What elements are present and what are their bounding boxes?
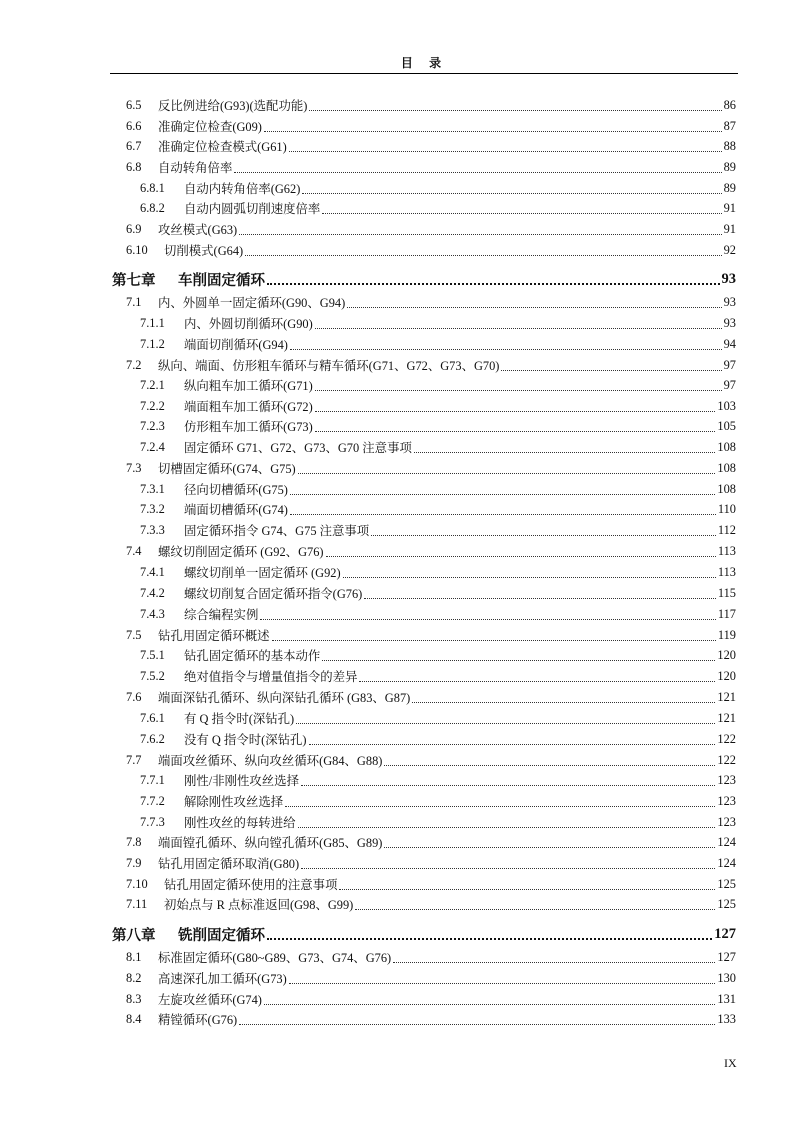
toc-entry xyxy=(126,541,736,561)
toc-entry-page: 87 xyxy=(723,118,736,133)
toc-entry-title: 切削模式(G64) xyxy=(164,244,244,258)
toc-entry-number: 6.7 xyxy=(126,138,142,153)
dot-leader xyxy=(239,1024,715,1025)
dot-leader xyxy=(290,494,715,495)
toc-entry-page: 131 xyxy=(717,991,736,1006)
toc-entry-page: 91 xyxy=(723,200,736,215)
toc-entry-title: 自动内圆弧切削速度倍率 xyxy=(184,202,321,216)
toc-entry xyxy=(126,989,736,1009)
toc-entry-number: 7.6 xyxy=(126,689,142,704)
toc-entry xyxy=(126,750,736,770)
toc-entry-page: 119 xyxy=(717,627,736,642)
toc-entry xyxy=(126,292,736,312)
dot-leader xyxy=(322,660,715,661)
toc-entry-page: 130 xyxy=(717,970,736,985)
toc-entry-number: 6.8.2 xyxy=(140,200,165,215)
toc-entry-page: 127 xyxy=(717,949,736,964)
toc-entry-number: 6.8.1 xyxy=(140,180,165,195)
toc-entry xyxy=(126,947,736,967)
page-header-title: 目 录 xyxy=(400,56,448,70)
toc-entry-number: 6.9 xyxy=(126,221,142,236)
toc-entry-page: 113 xyxy=(717,564,736,579)
toc-entry-title: 高速深孔加工循环(G73) xyxy=(158,972,287,986)
dot-leader xyxy=(309,110,721,111)
header-rule xyxy=(110,73,738,74)
dot-leader xyxy=(315,390,722,391)
toc-entry-number: 第七章 xyxy=(112,272,156,289)
dot-leader xyxy=(501,370,721,371)
toc-entry xyxy=(126,874,736,894)
toc-entry xyxy=(140,666,736,686)
toc-entry-title: 刚性攻丝的每转进给 xyxy=(184,816,296,830)
toc-entry-number: 7.3.3 xyxy=(140,522,165,537)
toc-entry-page: 108 xyxy=(717,460,736,475)
dot-leader xyxy=(290,514,716,515)
toc-entry-number: 7.2.1 xyxy=(140,377,165,392)
toc-entry-number: 7.2.4 xyxy=(140,439,165,454)
toc-entry-page: 122 xyxy=(717,752,736,767)
toc-entry-title: 绝对值指令与增量值指令的差异 xyxy=(184,670,358,684)
dot-leader xyxy=(315,328,722,329)
toc-entry xyxy=(126,355,736,375)
toc-entry-page: 122 xyxy=(717,731,736,746)
toc-entry-number: 8.4 xyxy=(126,1011,142,1026)
toc-entry-title: 端面镗孔循环、纵向镗孔循环(G85、G89) xyxy=(158,836,383,850)
toc-entry-page: 121 xyxy=(717,689,736,704)
toc-entry-page: 89 xyxy=(723,159,736,174)
toc-entry xyxy=(140,562,736,582)
toc-entry-page: 110 xyxy=(717,501,736,516)
toc-entry xyxy=(126,832,736,852)
toc-entry-title: 钻孔用固定循环概述 xyxy=(158,629,270,643)
toc-entry-title: 纵向、端面、仿形粗车循环与精车循环(G71、G72、G73、G70) xyxy=(158,359,500,373)
toc-entry xyxy=(126,625,736,645)
toc-entry xyxy=(140,499,736,519)
toc-entry-number: 7.2.2 xyxy=(140,398,165,413)
toc-entry-number: 6.6 xyxy=(126,118,142,133)
toc-entry xyxy=(126,219,736,239)
dot-leader xyxy=(359,681,715,682)
toc-entry-title: 左旋攻丝循环(G74) xyxy=(158,993,262,1007)
dot-leader xyxy=(289,983,716,984)
toc-entry-number: 7.1.1 xyxy=(140,315,165,330)
toc-entry xyxy=(126,240,736,260)
toc-entry-title: 准确定位检查(G09) xyxy=(158,120,262,134)
toc-entry xyxy=(140,416,736,436)
toc-entry-number: 7.11 xyxy=(126,896,148,911)
toc-entry xyxy=(126,95,736,115)
toc-entry-title: 端面深钻孔循环、纵向深钻孔循环 (G83、G87) xyxy=(158,691,411,705)
dot-leader xyxy=(298,827,716,828)
toc-entry-number: 7.10 xyxy=(126,876,148,891)
toc-entry-number: 7.5.2 xyxy=(140,668,165,683)
toc-entry-number: 7.7.3 xyxy=(140,814,165,829)
toc-entry-page: 112 xyxy=(717,522,736,537)
toc-entry-page: 86 xyxy=(723,97,736,112)
toc-entry xyxy=(126,136,736,156)
toc-entry-page: 133 xyxy=(717,1011,736,1026)
toc-entry-number: 7.4.1 xyxy=(140,564,165,579)
toc-entry-number: 7.8 xyxy=(126,834,142,849)
toc-entry-title: 解除刚性攻丝选择 xyxy=(184,795,284,809)
toc-entry-number: 7.9 xyxy=(126,855,142,870)
toc-entry-number: 7.2 xyxy=(126,357,142,372)
dot-leader xyxy=(234,172,721,173)
page-number: IX xyxy=(724,1056,737,1070)
toc-entry-number: 7.1 xyxy=(126,294,142,309)
dot-leader xyxy=(267,938,712,940)
toc-entry-number: 7.6.2 xyxy=(140,731,165,746)
toc-entry xyxy=(140,334,736,354)
toc-entry-number: 8.3 xyxy=(126,991,142,1006)
toc-entry xyxy=(140,770,736,790)
toc-entry-number: 8.1 xyxy=(126,949,142,964)
toc-entry-title: 钻孔固定循环的基本动作 xyxy=(184,649,321,663)
dot-leader xyxy=(267,283,720,285)
toc-entry-page: 113 xyxy=(717,543,736,558)
toc-entry-title: 车削固定循环 xyxy=(178,272,265,289)
toc-entry-title: 仿形粗车加工循环(G73) xyxy=(184,420,313,434)
toc-entry-page: 97 xyxy=(723,357,736,372)
dot-leader xyxy=(384,765,715,766)
toc-entry-title: 反比例进给(G93)(选配功能) xyxy=(158,99,308,113)
toc-entry-number: 7.5.1 xyxy=(140,647,165,662)
dot-leader xyxy=(315,411,716,412)
toc-entry-title: 端面粗车加工循环(G72) xyxy=(184,400,313,414)
toc-entry-title: 刚性/非刚性攻丝选择 xyxy=(184,774,299,788)
toc-entry-number: 7.4.2 xyxy=(140,585,165,600)
dot-leader xyxy=(371,535,716,536)
dot-leader xyxy=(264,131,722,132)
toc-entry xyxy=(140,645,736,665)
toc-entry-title: 内、外圆单一固定循环(G90、G94) xyxy=(158,296,346,310)
toc-entry xyxy=(140,791,736,811)
toc-entry-number: 7.7.1 xyxy=(140,772,165,787)
toc-entry-page: 108 xyxy=(717,439,736,454)
toc-entry-title: 螺纹切削复合固定循环指令(G76) xyxy=(184,587,363,601)
toc-entry-page: 88 xyxy=(723,138,736,153)
toc-entry-page: 117 xyxy=(717,606,736,621)
toc-entry-page: 125 xyxy=(717,896,736,911)
toc-chapter-entry xyxy=(112,922,736,946)
toc-entry-page: 120 xyxy=(717,647,736,662)
dot-leader xyxy=(343,577,716,578)
toc-entry xyxy=(140,479,736,499)
toc-entry-page: 115 xyxy=(717,585,736,600)
dot-leader xyxy=(364,598,716,599)
dot-leader xyxy=(309,744,716,745)
dot-leader xyxy=(326,556,716,557)
toc-entry-number: 7.5 xyxy=(126,627,142,642)
toc-entry-number: 7.3 xyxy=(126,460,142,475)
dot-leader xyxy=(264,1004,715,1005)
toc-entry-title: 攻丝模式(G63) xyxy=(158,223,238,237)
dot-leader xyxy=(339,889,715,890)
toc-entry-title: 内、外圆切削循环(G90) xyxy=(184,317,313,331)
toc-entry-title: 钻孔用固定循环使用的注意事项 xyxy=(164,878,338,892)
dot-leader xyxy=(298,473,716,474)
toc-entry-title: 标准固定循环(G80~G89、G73、G74、G76) xyxy=(158,951,392,965)
dot-leader xyxy=(245,255,721,256)
toc-entry-title: 纵向粗车加工循环(G71) xyxy=(184,379,313,393)
toc-entry-page: 123 xyxy=(717,772,736,787)
toc-entry-page: 93 xyxy=(721,270,736,287)
toc-entry-title: 有 Q 指令时(深钻孔) xyxy=(184,712,295,726)
toc-entry xyxy=(126,968,736,988)
dot-leader xyxy=(301,868,715,869)
toc-entry-page: 93 xyxy=(723,294,736,309)
toc-entry xyxy=(126,157,736,177)
dot-leader xyxy=(289,151,722,152)
dot-leader xyxy=(290,349,722,350)
toc-entry-title: 铣削固定循环 xyxy=(178,927,265,944)
toc-entry-title: 固定循环 G71、G72、G73、G70 注意事项 xyxy=(184,441,412,455)
toc-entry-page: 120 xyxy=(717,668,736,683)
toc-entry xyxy=(140,198,736,218)
toc-entry-title: 螺纹切削单一固定循环 (G92) xyxy=(184,566,341,580)
dot-leader xyxy=(302,193,721,194)
toc-entry-page: 103 xyxy=(717,398,736,413)
toc-entry-page: 108 xyxy=(717,481,736,496)
toc-entry xyxy=(126,687,736,707)
toc-entry-title: 综合编程实例 xyxy=(184,608,259,622)
toc-entry-title: 端面切槽循环(G74) xyxy=(184,503,288,517)
dot-leader xyxy=(285,806,715,807)
toc-entry-number: 7.7 xyxy=(126,752,142,767)
toc-entry xyxy=(140,812,736,832)
toc-entry xyxy=(126,116,736,136)
toc-entry-title: 没有 Q 指令时(深钻孔) xyxy=(184,733,307,747)
toc-entry-title: 自动内转角倍率(G62) xyxy=(184,182,301,196)
toc-entry-page: 92 xyxy=(723,242,736,257)
toc-entry-number: 8.2 xyxy=(126,970,142,985)
toc-entry xyxy=(140,729,736,749)
dot-leader xyxy=(322,213,721,214)
toc-entry-title: 螺纹切削固定循环 (G92、G76) xyxy=(158,545,324,559)
toc-entry-number: 第八章 xyxy=(112,927,156,944)
toc-entry xyxy=(126,894,736,914)
toc-entry-number: 7.1.2 xyxy=(140,336,165,351)
dot-leader xyxy=(272,640,716,641)
toc-entry-number: 6.5 xyxy=(126,97,142,112)
toc-entry-page: 91 xyxy=(723,221,736,236)
dot-leader xyxy=(355,909,715,910)
dot-leader xyxy=(315,431,716,432)
toc-entry-number: 7.6.1 xyxy=(140,710,165,725)
dot-leader xyxy=(384,847,715,848)
dot-leader xyxy=(393,962,715,963)
dot-leader xyxy=(347,307,721,308)
toc-entry-number: 7.4.3 xyxy=(140,606,165,621)
dot-leader xyxy=(414,452,716,453)
toc-entry xyxy=(140,396,736,416)
toc-entry xyxy=(140,313,736,333)
toc-entry-page: 124 xyxy=(717,855,736,870)
toc-entry-page: 125 xyxy=(717,876,736,891)
toc-entry-page: 123 xyxy=(717,793,736,808)
toc-entry-page: 97 xyxy=(723,377,736,392)
toc-entry xyxy=(140,520,736,540)
toc-entry-number: 7.2.3 xyxy=(140,418,165,433)
toc-entry-page: 89 xyxy=(723,180,736,195)
toc-entry-title: 固定循环指令 G74、G75 注意事项 xyxy=(184,524,370,538)
toc-entry xyxy=(140,583,736,603)
toc-entry xyxy=(140,375,736,395)
toc-entry-title: 精镗循环(G76) xyxy=(158,1013,238,1027)
toc-entry xyxy=(140,604,736,624)
toc-entry-title: 端面攻丝循环、纵向攻丝循环(G84、G88) xyxy=(158,754,383,768)
dot-leader xyxy=(239,234,721,235)
toc-entry-number: 7.7.2 xyxy=(140,793,165,808)
toc-entry-title: 初始点与 R 点标准返回(G98、G99) xyxy=(164,898,354,912)
toc-entry xyxy=(140,437,736,457)
dot-leader xyxy=(260,619,716,620)
dot-leader xyxy=(301,785,715,786)
toc-entry-number: 6.8 xyxy=(126,159,142,174)
toc-chapter-entry xyxy=(112,267,736,291)
toc-entry-title: 自动转角倍率 xyxy=(158,161,233,175)
toc-entry-page: 93 xyxy=(723,315,736,330)
toc-entry-page: 127 xyxy=(714,925,736,942)
dot-leader xyxy=(296,723,715,724)
toc-entry-title: 端面切削循环(G94) xyxy=(184,338,288,352)
toc-entry xyxy=(140,178,736,198)
toc-entry-title: 切槽固定循环(G74、G75) xyxy=(158,462,296,476)
toc-entry-page: 124 xyxy=(717,834,736,849)
toc-entry-title: 径向切槽循环(G75) xyxy=(184,483,288,497)
toc-entry-page: 105 xyxy=(717,418,736,433)
toc-entry-number: 6.10 xyxy=(126,242,148,257)
toc-entry-number: 7.3.2 xyxy=(140,501,165,516)
toc-entry xyxy=(126,853,736,873)
toc-entry xyxy=(126,1009,736,1029)
toc-entry-page: 94 xyxy=(723,336,736,351)
toc-entry xyxy=(140,708,736,728)
toc-entry-number: 7.4 xyxy=(126,543,142,558)
dot-leader xyxy=(412,702,715,703)
toc-entry-title: 钻孔用固定循环取消(G80) xyxy=(158,857,300,871)
toc-entry-number: 7.3.1 xyxy=(140,481,165,496)
toc-entry xyxy=(126,458,736,478)
toc-entry-title: 准确定位检查模式(G61) xyxy=(158,140,287,154)
toc-entry-page: 121 xyxy=(717,710,736,725)
toc-entry-page: 123 xyxy=(717,814,736,829)
